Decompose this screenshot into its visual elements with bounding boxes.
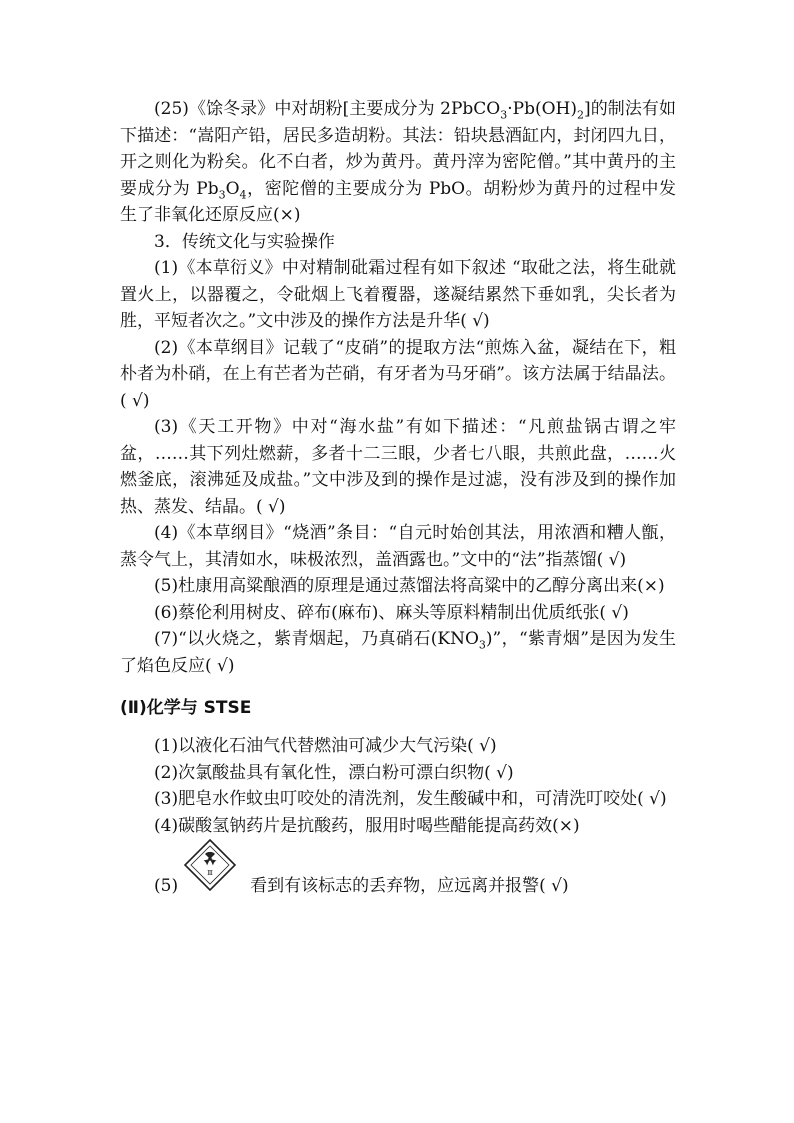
paragraph-stse-item-2: (2)次氯酸盐具有氧化性，漂白粉可漂白织物( √) (154, 762, 514, 783)
radioactive-hazard-sign-icon (182, 837, 238, 893)
item-number: (5) (154, 875, 179, 896)
subscript: 3 (218, 187, 226, 201)
paragraph-s3-item-3: (3)《天工开物》中对“海水盐”有如下描述：“凡煎盐锅古谓之牢盆，……其下列灶燃薪，多者十二三眼，少者七八眼，共煎此盘，……火燃釜底，滚沸延及成盐。”文中涉及到的操作是过滤，没有涉及到的操作加热、蒸发、结晶。( √) (120, 417, 676, 517)
text-segment: (7)“以火烧之，紫青烟起，乃真硝石(KNO (154, 629, 479, 649)
document-page (120, 96, 676, 897)
item-text: 看到有该标志的丢弃物，应远离并报警( √) (250, 875, 569, 896)
hazard-class-label: Ⅲ (207, 870, 213, 877)
text-segment: ，密陀僧的主要成分为 PbO。胡粉炒为黄丹的过程中发生了非氧化还原反应(×) (120, 178, 676, 225)
subscript: 4 (239, 187, 247, 201)
paragraph-s3-item-4: (4)《本草纲目》“烧酒”条目：“自元时始创其法，用浓酒和糟人甑，蒸令气上，其清如水，味极浓烈，盖酒露也。”文中的“法”指蒸馏( √) (120, 523, 676, 570)
subscript: 2 (577, 108, 584, 122)
text-segment: (25)《馀冬录》中对胡粉[主要成分为 2PbCO (154, 99, 501, 119)
subscript: 3 (478, 638, 486, 652)
paragraph-stse-item-4: (4)碳酸氢钠药片是抗酸药，服用时喝些醋能提高药效(×) (154, 815, 580, 836)
text-segment: ]的制法有如下描述：“嵩阳产铅，居民多造胡粉。其法：铅块悬酒缸内，封闭四九日，开之则化为粉矣。化不白者，炒为黄丹。黄丹滓为密陀僧。”其中黄丹的主要成分为 Pb (120, 99, 676, 199)
paragraph-item-25 (120, 96, 676, 229)
paragraph-s3-item-5: (5)杜康用高粱酿酒的原理是通过蒸馏法将高粱中的乙醇分离出来(×) (154, 576, 665, 596)
text-segment: ·Pb(OH) (507, 99, 577, 119)
subscript: 3 (500, 108, 508, 122)
text-segment: O (225, 178, 240, 199)
stse-item-5-row (120, 841, 676, 897)
text-segment: )”，“紫青烟”是因为发生了焰色反应( √) (120, 629, 676, 676)
paragraph-stse-item-1: (1)以液化石油气代替燃油可减少大气污染( √) (154, 736, 497, 756)
paragraph-s3-item-6: (6)蔡伦利用树皮、碎布(麻布)、麻头等原料精制出优质纸张( √) (154, 602, 629, 623)
paragraph-s3-item-7 (120, 626, 676, 679)
section-3-heading: 3．传统文化与实验操作 (154, 231, 335, 252)
stse-section-heading: (Ⅱ)化学与 STSE (120, 698, 252, 718)
paragraph-s3-item-2: (2)《本草纲目》记载了“皮硝”的提取方法“煎炼入盆，凝结在下，粗朴者为朴硝，在上有芒者为芒硝，有牙者为马牙硝”。该方法属于结晶法。( √) (120, 337, 676, 411)
paragraph-stse-item-3: (3)肥皂水作蚊虫叮咬处的清洗剂，发生酸碱中和，可清洗叮咬处( √) (154, 789, 667, 809)
paragraph-s3-item-1: (1)《本草衍义》中对精制砒霜过程有如下叙述 “取砒之法，将生砒就置火上，以器覆之，令砒烟上飞着覆器，遂凝结累然下垂如乳，尖长者为胜，平短者次之。”文中涉及的操作方法是升华( √) (120, 258, 676, 331)
